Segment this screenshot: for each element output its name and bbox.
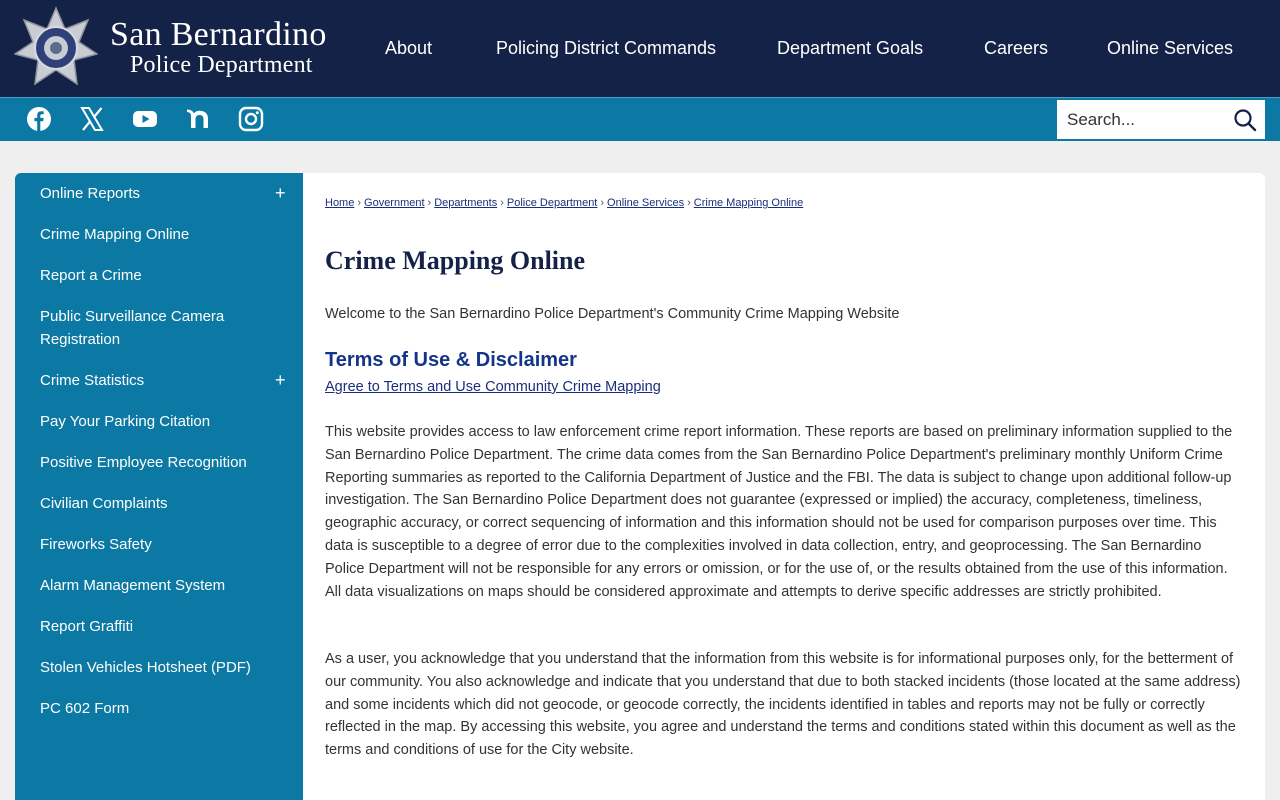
breadcrumb-crime-mapping-online[interactable]: Crime Mapping Online	[693, 197, 804, 209]
disclaimer-paragraph-2: As a user, you acknowledge that you understand that the information from this website is for informational purposes only, for the betterment of our community. You also acknowledge and indicate that you understand that due to both stacked incidents (those located at the same address) and some incidents which did not geocode, or geocode correctly, the incidents identified in tables and reports may not be fully or correctly reflected in the map. By accessing this website, you agree and understand the terms and conditions stated within this document as well as the terms and conditions of use for the City website.	[325, 651, 1241, 759]
disclaimer-paragraph-1: This website provides access to law enforcement crime report information. These reports are based on preliminary information supplied to the San Bernardino Police Department. The crime data comes from the San Bernardino Police Department's preliminary monthly Uniform Crime Reporting summaries as reported to the California Department of Justice and the FBI. The data is subject to change upon additional follow-up investigation. The San Bernardino Police Department does not guarantee (expressed or implied) the accuracy, completeness, timeliness, geographic accuracy, or correct sequencing of information and this information should not be used for comparison purposes over time. This data is susceptible to a degree of error due to the complexities involved in data collection, entry, and geoprocessing. The San Bernardino Police Department will not be responsible for any errors or omission, or for the use of, or the results obtained from the use of this information. All data visualizations on maps should be considered approximate and attempts to derive specific addresses are strictly prohibited.	[325, 424, 1233, 600]
breadcrumb-government[interactable]: Government	[364, 197, 425, 209]
nextdoor-icon[interactable]	[185, 106, 211, 132]
site-header	[0, 0, 1280, 97]
search-box	[1057, 100, 1265, 139]
youtube-icon[interactable]	[132, 106, 158, 132]
page-title: Crime Mapping Online	[325, 246, 586, 275]
social-bar	[0, 97, 1280, 141]
sidebar-item-positive-employee-recognition[interactable]: Positive Employee Recognition	[40, 454, 247, 471]
sidebar-item-civilian-complaints[interactable]: Civilian Complaints	[40, 495, 168, 512]
breadcrumb-separator: ›	[500, 197, 504, 209]
breadcrumb-online-services[interactable]: Online Services	[607, 197, 685, 209]
nav-policing-district-commands[interactable]: Policing District Commands	[496, 38, 717, 58]
sidebar-item-crime-mapping-online[interactable]: Crime Mapping Online	[40, 226, 190, 243]
expand-plus-icon[interactable]: +	[275, 183, 286, 203]
police-badge-icon[interactable]	[14, 6, 98, 90]
x-icon[interactable]	[79, 106, 105, 132]
sidebar-item-crime-statistics[interactable]: Crime Statistics	[40, 372, 145, 389]
breadcrumb-separator: ›	[357, 197, 362, 209]
sidebar-item-stolen-vehicles-hotsheet[interactable]: Stolen Vehicles Hotsheet (PDF)	[40, 659, 251, 676]
nav-careers[interactable]: Careers	[984, 38, 1049, 58]
brand-line-1: San Bernardino	[110, 16, 327, 53]
sidebar-item-report-graffiti[interactable]: Report Graffiti	[40, 618, 134, 635]
search-icon[interactable]	[1233, 108, 1257, 132]
instagram-icon[interactable]	[238, 106, 264, 132]
sidebar-item-pay-your-parking-citation[interactable]: Pay Your Parking Citation	[40, 413, 211, 430]
search-input[interactable]	[1057, 100, 1227, 139]
breadcrumb-separator: ›	[600, 197, 605, 209]
sidebar-item-online-reports[interactable]: Online Reports	[40, 185, 141, 202]
agree-terms-link[interactable]: Agree to Terms and Use Community Crime Mapping	[325, 379, 661, 395]
breadcrumb-separator: ›	[427, 197, 432, 209]
intro-text: Welcome to the San Bernardino Police Department's Community Crime Mapping Website	[325, 306, 900, 322]
breadcrumb-separator: ›	[687, 197, 691, 209]
breadcrumb-home[interactable]: Home	[325, 197, 355, 209]
breadcrumb-police-department[interactable]: Police Department	[506, 197, 598, 209]
nav-online-services[interactable]: Online Services	[1107, 38, 1234, 58]
brand-title[interactable]	[110, 16, 327, 76]
terms-heading: Terms of Use & Disclaimer	[325, 349, 577, 371]
nav-department-goals[interactable]: Department Goals	[777, 38, 924, 58]
brand-line-2: Police Department	[130, 52, 313, 78]
breadcrumb	[325, 197, 803, 209]
expand-plus-icon[interactable]: +	[275, 370, 286, 390]
sidebar-item-report-a-crime[interactable]: Report a Crime	[40, 267, 142, 284]
facebook-icon[interactable]	[26, 106, 52, 132]
sidebar-item-public-surveillance-camera-registration[interactable]: Public Surveillance Camera Registration	[40, 308, 225, 348]
sidebar-item-pc-602-form[interactable]: PC 602 Form	[40, 700, 130, 717]
sidebar-item-fireworks-safety[interactable]: Fireworks Safety	[40, 536, 152, 553]
sidebar-nav	[15, 173, 303, 800]
nav-about[interactable]: About	[385, 38, 433, 58]
breadcrumb-departments[interactable]: Departments	[434, 197, 498, 209]
main-content	[303, 173, 1265, 800]
sidebar-item-alarm-management-system[interactable]: Alarm Management System	[40, 577, 226, 594]
